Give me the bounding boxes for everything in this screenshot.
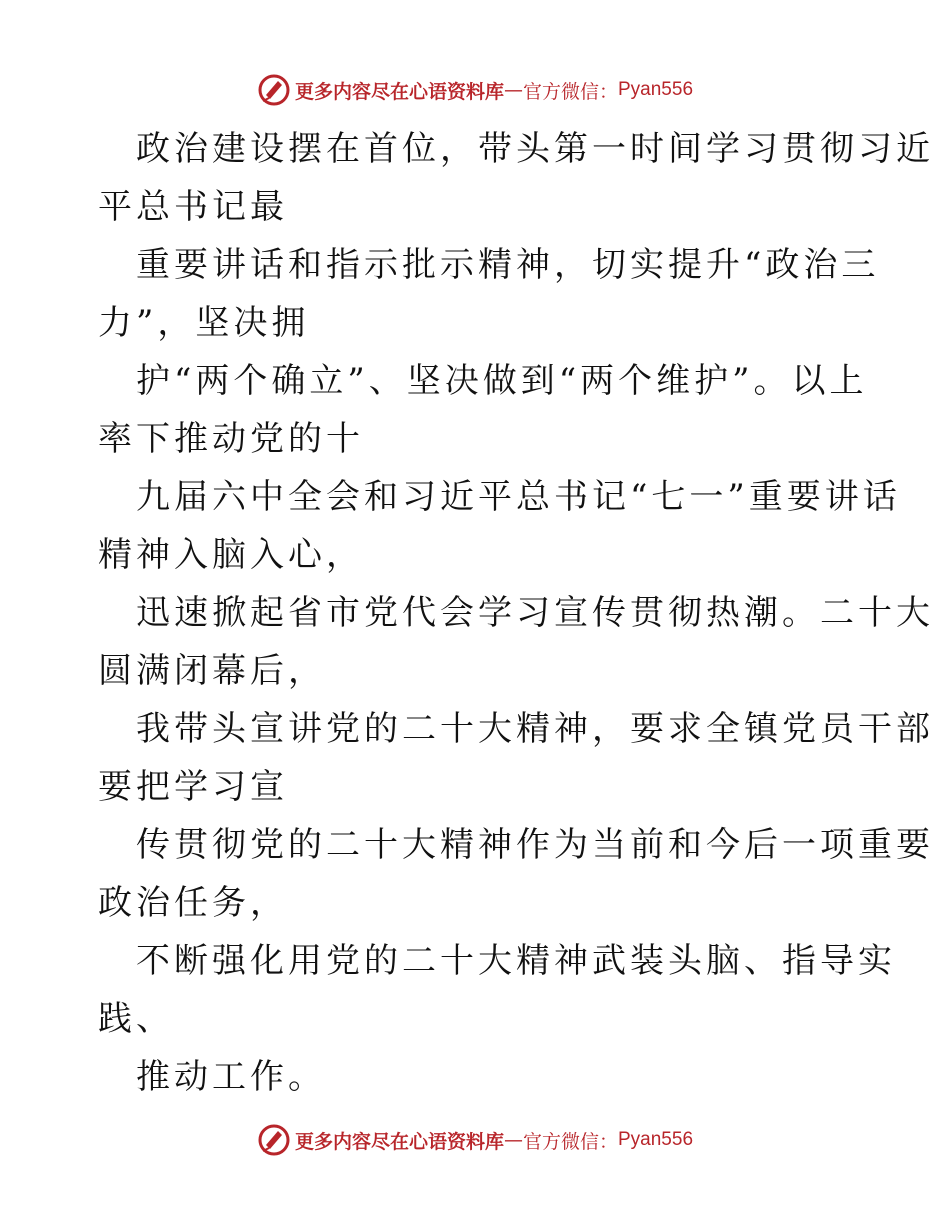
brand-logo-icon	[257, 73, 291, 107]
paragraph-line: 不断强化用党的二十大精神武装头脑、指导实	[136, 941, 896, 981]
footer-watermark-banner	[0, 1120, 950, 1160]
paragraph-line: 圆满闭幕后，	[98, 651, 326, 691]
header-watermark-banner	[0, 70, 950, 110]
paragraph-line: 精神入脑入心，	[98, 535, 364, 575]
paragraph-line: 推动工作。	[136, 1057, 326, 1097]
paragraph-line: 要把学习宣	[98, 767, 288, 807]
paragraph-line: 护“两个确立”、坚决做到“两个维护”。以上	[136, 361, 868, 401]
paragraph-line: 践、	[98, 999, 174, 1039]
banner-account-id: Pyan556	[618, 79, 694, 100]
banner-main-text: 更多内容尽在心语资料库	[294, 1130, 504, 1153]
banner-account-id: Pyan556	[618, 1129, 694, 1150]
paragraph-line: 政治任务，	[98, 883, 288, 923]
banner-official-label: 官方微信：	[522, 80, 618, 103]
paragraph-line: 我带头宣讲党的二十大精神，要求全镇党员干部	[136, 709, 934, 749]
paragraph-line: 政治建设摆在首位，带头第一时间学习贯彻习近	[136, 129, 934, 169]
banner-main-text: 更多内容尽在心语资料库	[294, 80, 504, 103]
paragraph-line: 重要讲话和指示批示精神，切实提升“政治三	[136, 245, 880, 285]
paragraph-line: 率下推动党的十	[98, 419, 364, 459]
document-body	[98, 120, 934, 1106]
paragraph-line: 传贯彻党的二十大精神作为当前和今后一项重要	[136, 825, 934, 865]
banner-dash: —	[503, 79, 523, 101]
paragraph-line: 九届六中全会和习近平总书记“七一”重要讲话	[136, 477, 901, 517]
paragraph-line: 力”，坚决拥	[98, 303, 310, 343]
paragraph-line: 平总书记最	[98, 187, 288, 227]
banner-dash: —	[503, 1129, 523, 1151]
banner-official-label: 官方微信：	[522, 1130, 618, 1153]
paragraph-line: 迅速掀起省市党代会学习宣传贯彻热潮。二十大	[136, 593, 934, 633]
brand-logo-icon	[257, 1123, 291, 1157]
